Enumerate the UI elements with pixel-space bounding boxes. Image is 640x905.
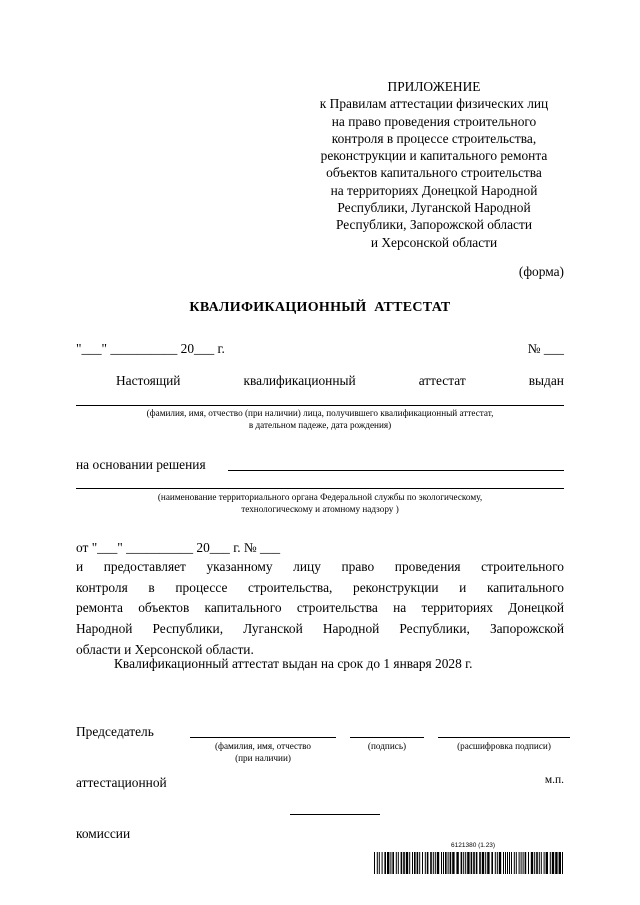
barcode-label: 6121380 (1.23) bbox=[451, 842, 496, 849]
barcode-bar bbox=[441, 852, 442, 874]
barcode-bar bbox=[401, 852, 403, 874]
decoding-caption: (расшифровка подписи) bbox=[457, 741, 551, 751]
barcode-bar bbox=[377, 852, 378, 874]
barcode-bar bbox=[516, 852, 517, 874]
barcode-bar bbox=[511, 852, 512, 874]
barcode-bar bbox=[445, 852, 447, 874]
barcode-bar bbox=[384, 852, 386, 874]
barcode-bar bbox=[505, 852, 506, 874]
appendix-line: и Херсонской области bbox=[370, 234, 498, 250]
appendix-line: на территориях Донецкой Народной bbox=[330, 182, 538, 198]
form-label: (форма) bbox=[518, 264, 564, 279]
paragraph-line: контроля в процессе строительства, реконструкции и капитального bbox=[76, 579, 564, 595]
barcode-bar bbox=[503, 852, 504, 874]
barcode-bar bbox=[390, 852, 391, 874]
name-caption bbox=[190, 740, 336, 764]
validity-line: Квалификационный аттестат выдан на срок до 1 января 2028 г. bbox=[114, 656, 473, 671]
barcode-bar bbox=[473, 852, 475, 874]
recipient-caption bbox=[76, 407, 564, 431]
signature-blank-line bbox=[350, 737, 424, 738]
barcode-bar bbox=[479, 852, 481, 874]
date-line: "___" __________ 20___ г. bbox=[76, 341, 225, 356]
caption-line: (фамилия, имя, отчество (при наличии) лица, получившего квалификационный аттестат, bbox=[146, 408, 494, 418]
number-line: № ___ bbox=[527, 341, 564, 356]
barcode-bar bbox=[437, 852, 439, 874]
barcode-bar bbox=[471, 852, 473, 874]
barcode-bar bbox=[534, 852, 535, 874]
from-line: от "___" __________ 20___ г. № ___ bbox=[76, 540, 281, 555]
barcode-bar bbox=[562, 852, 563, 874]
issued-line bbox=[76, 373, 564, 389]
appendix-line: Республики, Запорожской области bbox=[335, 217, 532, 233]
barcode-bar bbox=[409, 852, 410, 874]
barcode-bar bbox=[412, 852, 413, 874]
barcode-bar bbox=[482, 852, 484, 874]
decoding-blank-line bbox=[438, 737, 570, 738]
barcode-bar bbox=[523, 852, 524, 874]
caption-line: технологическому и атомному надзору ) bbox=[241, 504, 399, 514]
barcode-bar bbox=[433, 852, 434, 874]
footer-divider bbox=[290, 814, 380, 815]
barcode-bar bbox=[448, 852, 449, 874]
appendix-line: контроля в процессе строительства, bbox=[331, 130, 537, 146]
barcode-bar bbox=[430, 852, 432, 874]
barcode-bar bbox=[531, 852, 533, 874]
paragraph-line: и предоставляет указанному лицу право проведения строительного bbox=[76, 559, 564, 574]
barcode-bar bbox=[427, 852, 429, 874]
barcode-bar bbox=[382, 852, 383, 874]
barcode-bar bbox=[443, 852, 444, 874]
appendix-line: на право проведения строительного bbox=[331, 113, 537, 129]
barcode-bar bbox=[555, 852, 557, 874]
barcode-bar bbox=[419, 852, 420, 874]
appendix-header bbox=[300, 78, 568, 251]
barcode-bar bbox=[463, 852, 464, 874]
barcode-bar bbox=[550, 852, 551, 874]
barcode-bar bbox=[497, 852, 498, 874]
barcode-bar bbox=[552, 852, 554, 874]
document-title: КВАЛИФИКАЦИОННЫЙ АТТЕСТАТ bbox=[189, 300, 451, 315]
barcode-bar bbox=[461, 852, 463, 874]
rights-paragraph bbox=[76, 557, 564, 660]
decision-blank-line bbox=[228, 470, 564, 471]
barcode-bar bbox=[456, 852, 458, 874]
caption-line: (наименование территориального органа Федеральной службы по экологическому, bbox=[157, 492, 483, 502]
paragraph-line: ремонта объектов капитального строительства на территориях Донецкой bbox=[76, 600, 564, 616]
issued-word: Настоящий bbox=[116, 373, 181, 388]
paragraph-line: Народной Республики, Луганской Народной Республики, Запорожской bbox=[76, 621, 564, 637]
signature-caption: (подпись) bbox=[367, 741, 407, 751]
stamp-mark: м.п. bbox=[544, 774, 564, 786]
barcode-bar bbox=[507, 852, 508, 874]
authority-caption bbox=[76, 491, 564, 515]
caption-line: в дательном падеже, дата рождения) bbox=[248, 420, 392, 430]
recipient-blank-line bbox=[76, 405, 564, 406]
authority-blank-line bbox=[76, 488, 564, 489]
barcode-bar bbox=[546, 852, 548, 874]
barcode-bar bbox=[521, 852, 522, 874]
appendix-line: Республики, Луганской Народной bbox=[337, 200, 531, 216]
issued-word: аттестат bbox=[418, 373, 466, 388]
barcode-bar bbox=[544, 852, 545, 874]
barcode-bar bbox=[514, 852, 515, 874]
barcode-bar bbox=[414, 852, 416, 874]
barcode-bar bbox=[403, 852, 405, 874]
barcode-bar bbox=[491, 852, 493, 874]
issued-word: выдан bbox=[528, 373, 564, 388]
barcode-bar bbox=[495, 852, 496, 874]
barcode-bar bbox=[476, 852, 478, 874]
barcode-bar bbox=[379, 852, 380, 874]
appendix-line: объектов капитального строительства bbox=[326, 165, 542, 181]
barcode-bar bbox=[519, 852, 520, 874]
barcode-bar bbox=[485, 852, 486, 874]
barcode-bar bbox=[509, 852, 510, 874]
barcode-bar bbox=[392, 852, 394, 874]
barcode-bar bbox=[528, 852, 529, 874]
role-line: Председатель bbox=[76, 724, 154, 739]
role-line: аттестационной bbox=[76, 775, 167, 790]
name-blank-line bbox=[190, 737, 336, 738]
role-line: комиссии bbox=[76, 826, 131, 841]
barcode-bar bbox=[396, 852, 397, 874]
appendix-line: к Правилам аттестации физических лиц bbox=[319, 96, 549, 112]
barcode-bar bbox=[499, 852, 501, 874]
barcode-bar bbox=[487, 852, 489, 874]
paragraph-line: области и Херсонской области. bbox=[76, 641, 254, 657]
caption-line: (фамилия, имя, отчество bbox=[214, 741, 312, 751]
barcode-bar bbox=[406, 852, 408, 874]
appendix-line: реконструкции и капитального ремонта bbox=[320, 148, 548, 164]
barcode-bar bbox=[450, 852, 452, 874]
barcode-bar bbox=[422, 852, 423, 874]
barcode-bar bbox=[525, 852, 527, 874]
barcode-bar bbox=[425, 852, 426, 874]
barcode-bar bbox=[398, 852, 399, 874]
barcode-bar bbox=[374, 852, 375, 874]
barcode-bar bbox=[559, 852, 561, 874]
barcode-bar bbox=[465, 852, 466, 874]
issued-word: квалификационный bbox=[243, 373, 356, 388]
barcode-bar bbox=[539, 852, 540, 874]
barcode-bar bbox=[387, 852, 389, 874]
barcode-bar bbox=[417, 852, 419, 874]
barcode-bar bbox=[452, 852, 454, 874]
caption-line: (при наличии) bbox=[235, 753, 291, 763]
chairman-role bbox=[76, 689, 167, 859]
barcode-bar bbox=[541, 852, 542, 874]
decision-label: на основании решения bbox=[76, 457, 206, 472]
barcode-bar bbox=[435, 852, 436, 874]
barcode-bar bbox=[467, 852, 469, 874]
barcode-icon bbox=[374, 852, 564, 874]
appendix-line: ПРИЛОЖЕНИЕ bbox=[387, 79, 481, 94]
barcode-bar bbox=[536, 852, 538, 874]
